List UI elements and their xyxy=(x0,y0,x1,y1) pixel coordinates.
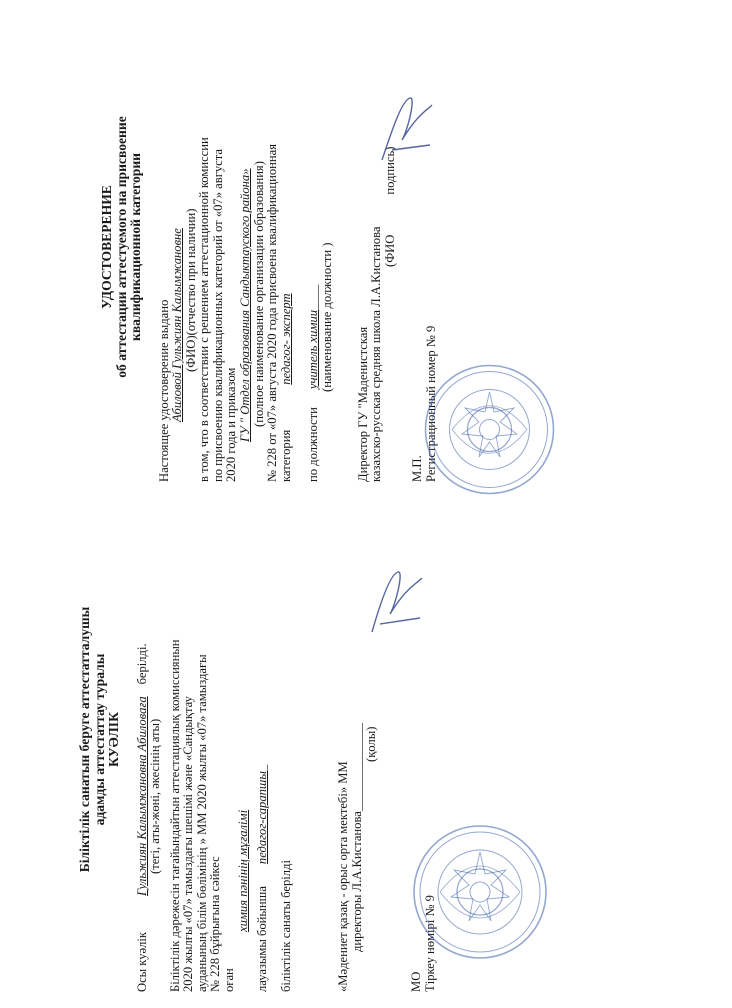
ru-seal-label: М.П. xyxy=(410,455,425,482)
round-seal-stamp-right xyxy=(422,362,557,497)
ru-subtitle-2: квалификационной категории xyxy=(128,153,143,342)
ru-text-line-3: 2020 года и приказом xyxy=(224,367,239,482)
kz-name-caption: (тегі, аты-жөні, әкесінің аты) xyxy=(148,718,163,874)
director-signature-left xyxy=(362,562,432,642)
kz-issued-prefix: Осы куәлік xyxy=(134,931,149,992)
kz-text-line-4: № 228 бұйрығына сәйкес xyxy=(208,856,223,992)
ru-director-line-1: Директор ГУ "Маденистская xyxy=(355,326,370,482)
kz-heading: КУӘЛІК xyxy=(106,712,121,767)
kz-text-line-1: Біліктілік дәрежесін тағайындайтын аттестациялық комиссиянын xyxy=(167,639,182,992)
ru-recipient-name: Абиловой Гульжиян Калымжановне xyxy=(170,228,185,422)
kazakh-certificate: Біліктілік санатын беруге аттестатталушы адамды аттестаттау туралы КУӘЛІК Осы куәлікГульжиян Калымжановна Абиловағаберілді. (тегі, аты-жөні, әкесінің аты) Біліктілік дәрежесін тағайындайтын аттестациялық комиссиянын 2020 жылғы «07» тамыздағы шешімі және «Сандықтау ауданының білім бөлімінің » ММ 2020 жылғы «07» тамыздағы № 228 бұйрығына сәйкес оған химия пәнінің мұғалімі лауазымы бойыншапедагог-сарапшы_ біліктілік санаты берілді «Мәдениет қазақ - орыс орта мектебі» ММ директоры Л.А.Кистанова______________ (қолы) МО Тіркеу нөмірі № 9 xyxy=(78,487,408,992)
ru-text-line-2: по присвоению квалификационных категорий от «07» августа xyxy=(210,148,225,482)
ru-position-caption: (наименование должности ) xyxy=(320,242,335,392)
ru-organization: ГУ " Отдел образования Сандыктауского района» xyxy=(238,168,253,442)
ru-category-value: педагог- эксперт xyxy=(278,293,293,385)
kz-subtitle: адамды аттестаттау туралы xyxy=(91,653,107,826)
kz-text-line-5: оған xyxy=(222,968,237,992)
kz-text-line-2: 2020 жылғы «07» тамыздағы шешімі және «Сандықтау xyxy=(181,696,196,992)
ru-position-label: по должности xyxy=(306,407,321,482)
ru-signature-caption: подпись) xyxy=(382,146,397,195)
ru-title: УДОСТОВЕРЕНИЕ xyxy=(99,185,114,309)
ru-category-label: категория xyxy=(278,429,293,482)
ru-org-caption: (полное наименование организации образования) xyxy=(251,161,266,427)
kz-position-label: лауазымы бойынша xyxy=(255,886,270,992)
kz-title: Біліктілік санатын беруге аттестатталушы xyxy=(77,606,92,873)
kz-director-line-2: директоры Л.А.Кистанова xyxy=(350,811,365,952)
kz-seal-label: МО xyxy=(409,971,424,992)
kz-text-line-3: ауданының білім бөлімінің » ММ 2020 жылғы «07» тамыздағы xyxy=(194,654,209,992)
kz-director-line-1: «Мәдениет қазақ - орыс орта мектебі» ММ xyxy=(336,761,351,992)
kz-recipient-name: Гульжиян Калымжановна Абиловаға xyxy=(134,696,149,896)
russian-certificate: УДОСТОВЕРЕНИЕ об аттестации аттестуемого на присвоение квалификационной категории Настоящее удостоверение выдано Абиловой Гульжиян Калымжановне (ФИО)(отчество при наличии) в том, что в соответствии с решением аттестационной комиссии по присвоению квалификационных категорий от «07» августа 2020 года и приказом ГУ " Отдел образования Сандыктауского района» (полное наименование организации образования) № 228 от «07» августа 2020 года присвоена квалификационная категорияпедагог- эксперт по должностиучитель химии____ (наименование должности ) Директор ГУ "Маденистская казахско-русская средняя школа Л.А.Кистанова (ФИОподпись) М.П. Регистрационный номер № 9 xyxy=(100,12,460,482)
ru-fio-caption: (ФИО xyxy=(382,234,397,267)
kz-registration-number: Тіркеу нөмірі № 9 xyxy=(422,895,437,992)
ru-issued-label: Настоящее удостоверение выдано xyxy=(156,299,171,482)
kz-issued-suffix: берілді. xyxy=(134,643,149,685)
kz-granted-text: біліктілік санаты берілді xyxy=(278,860,293,992)
ru-director-line-2: казахско-русская средняя школа Л.А.Кистанова xyxy=(369,226,384,482)
director-signature-right xyxy=(372,90,442,170)
ru-position-value: учитель химии xyxy=(306,309,321,390)
ru-order-line: № 228 от «07» августа 2020 года присвоена квалификационная xyxy=(265,144,280,482)
ru-subtitle: об аттестации аттестуемого на присвоение xyxy=(113,116,129,378)
kz-signature-caption: (қолы) xyxy=(363,726,378,762)
kz-subject: химия пәнінің мұғалімі xyxy=(235,809,250,932)
ru-name-caption: (ФИО)(отчество при наличии) xyxy=(183,208,198,372)
ru-text-line-1: в том, что в соответствии с решением аттестационной комиссии xyxy=(197,137,212,482)
round-seal-stamp-left xyxy=(410,822,550,962)
ru-registration-number: Регистрационный номер № 9 xyxy=(424,325,438,482)
kz-category-value: педагог-сарапшы xyxy=(255,771,270,865)
